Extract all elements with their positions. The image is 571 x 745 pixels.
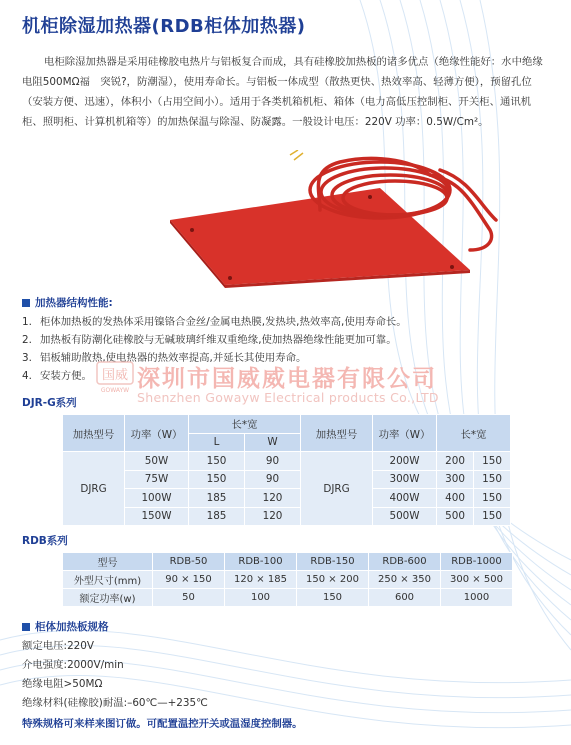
size-cell: 250 × 350 xyxy=(369,571,441,589)
bullet-square-icon xyxy=(22,623,30,631)
features-heading xyxy=(22,295,113,310)
size-cell: 120 × 185 xyxy=(225,571,297,589)
length-cell: 500 xyxy=(437,507,474,526)
size-cell: 150 × 200 xyxy=(297,571,369,589)
length-cell: 150 xyxy=(189,470,245,489)
model-cell: DJRG xyxy=(63,452,125,526)
power-cell: 150 xyxy=(297,589,369,607)
size-cell: 90 × 150 xyxy=(153,571,225,589)
power-cell: 150W xyxy=(125,507,189,526)
company-watermark xyxy=(95,360,515,410)
size-cell: 300 × 500 xyxy=(441,571,513,589)
feature-item xyxy=(22,331,397,346)
table-row xyxy=(63,589,513,607)
page-title: 机柜除湿加热器(RDB柜体加热器) xyxy=(22,16,306,37)
header-model-2: 加热型号 xyxy=(301,415,373,452)
length-cell: 300 xyxy=(437,470,474,489)
spec-line: 绝缘材料(硅橡胶)耐温:–60℃—+235℃ xyxy=(22,697,208,709)
feature-text: 铝板辅助散热,使电热器的热效率提高,并延长其使用寿命。 xyxy=(40,352,307,364)
power-cell: 400W xyxy=(373,489,437,508)
length-cell: 150 xyxy=(189,452,245,471)
header-width: W xyxy=(245,433,301,452)
width-cell: 120 xyxy=(245,507,301,526)
power-cell: 50 xyxy=(153,589,225,607)
power-cell: 1000 xyxy=(441,589,513,607)
features-heading-text: 加热器结构性能: xyxy=(35,297,113,309)
spec-line: 绝缘电阻>50MΩ xyxy=(22,678,103,690)
bullet-square-icon xyxy=(22,299,30,307)
power-cell: 300W xyxy=(373,470,437,489)
power-cell: 500W xyxy=(373,507,437,526)
feature-number: 3. xyxy=(22,352,32,364)
row-label-power: 额定功率(w) xyxy=(63,589,153,607)
power-cell: 75W xyxy=(125,470,189,489)
watermark-company-name-en: Shenzhen Gowayw Electrical products Co.,LTD xyxy=(137,390,439,405)
width-cell: 150 xyxy=(474,452,511,471)
feature-number: 4. xyxy=(22,370,32,382)
svg-text:GOWAYW: GOWAYW xyxy=(100,387,130,394)
power-cell: 200W xyxy=(373,452,437,471)
power-cell: 600 xyxy=(369,589,441,607)
header-power: 功率（W） xyxy=(125,415,189,452)
row-label-model: 型号 xyxy=(63,553,153,571)
watermark-company-name-cn: 深圳市国威威电器有限公司 xyxy=(137,366,437,392)
row-label-size: 外型尺寸(mm) xyxy=(63,571,153,589)
model-cell: RDB-50 xyxy=(153,553,225,571)
model-cell: RDB-1000 xyxy=(441,553,513,571)
rdb-spec-table xyxy=(62,552,513,607)
feature-item xyxy=(22,313,407,328)
table-row xyxy=(63,489,511,508)
spec-line: 额定电压:220V xyxy=(22,640,95,652)
length-cell: 400 xyxy=(437,489,474,508)
width-cell: 120 xyxy=(245,489,301,508)
width-cell: 150 xyxy=(474,489,511,508)
djr-spec-table xyxy=(62,414,511,526)
header-size: 长*宽 xyxy=(189,415,301,434)
power-cell: 100W xyxy=(125,489,189,508)
specs-heading xyxy=(22,619,109,634)
model-cell-2: DJRG xyxy=(301,452,373,526)
width-cell: 150 xyxy=(474,470,511,489)
header-power-2: 功率（W） xyxy=(373,415,437,452)
table-row xyxy=(63,571,513,589)
width-cell: 150 xyxy=(474,507,511,526)
power-cell: 50W xyxy=(125,452,189,471)
length-cell: 185 xyxy=(189,507,245,526)
model-cell: RDB-100 xyxy=(225,553,297,571)
header-length: L xyxy=(189,433,245,452)
length-cell: 185 xyxy=(189,489,245,508)
feature-text: 柜体加热板的发热体采用镍铬合金丝/金属电热膜,发热块,热效率高,使用寿命长。 xyxy=(40,316,407,328)
custom-order-note: 特殊规格可来样来图订做。可配置温控开关或温湿度控制器。 xyxy=(22,718,303,730)
djr-series-label: DJR-G系列 xyxy=(22,397,77,409)
table-row xyxy=(63,452,511,471)
intro-paragraph: 电柜除湿加热器是采用硅橡胶电热片与铝板复合而成，具有硅橡胶加热板的诸多优点（绝缘性能好：水中绝缘电阻500MΩ福 突锐?，防潮湿），使用寿命长。与铝板一体成型（散热更快、热效率高、轻薄方便），预留孔位（安装方便、迅速），体积小（占用空间小）。适用于各类机箱机柜、箱体（电力高低压控制柜、开关柜、通讯机柜、照明柜、计算机机箱等）的加热保温与除湿、防凝露。一般设计电压：220V 功率：0.5W/Cm²。 xyxy=(22,56,543,128)
spec-line: 介电强度:2000V/min xyxy=(22,659,124,671)
length-cell: 200 xyxy=(437,452,474,471)
feature-number: 1. xyxy=(22,316,32,328)
width-cell: 90 xyxy=(245,452,301,471)
feature-text: 加热板有防潮化硅橡胶与无碱玻璃纤维双重绝缘,使加热器绝缘性能更加可靠。 xyxy=(40,334,397,346)
feature-item xyxy=(22,367,92,382)
specs-heading-text: 柜体加热板规格 xyxy=(35,621,109,633)
header-model: 加热型号 xyxy=(63,415,125,452)
heater-plate-image xyxy=(170,150,500,290)
header-size-2: 长*宽 xyxy=(437,415,511,452)
table-row xyxy=(63,470,511,489)
feature-text: 安装方便。 xyxy=(40,370,92,382)
power-cell: 100 xyxy=(225,589,297,607)
model-cell: RDB-600 xyxy=(369,553,441,571)
table-row xyxy=(63,507,511,526)
feature-number: 2. xyxy=(22,334,32,346)
company-logo-icon xyxy=(95,360,135,394)
rdb-series-label: RDB系列 xyxy=(22,535,68,547)
svg-text:国威: 国威 xyxy=(101,368,129,383)
model-cell: RDB-150 xyxy=(297,553,369,571)
width-cell: 90 xyxy=(245,470,301,489)
table-row xyxy=(63,553,513,571)
